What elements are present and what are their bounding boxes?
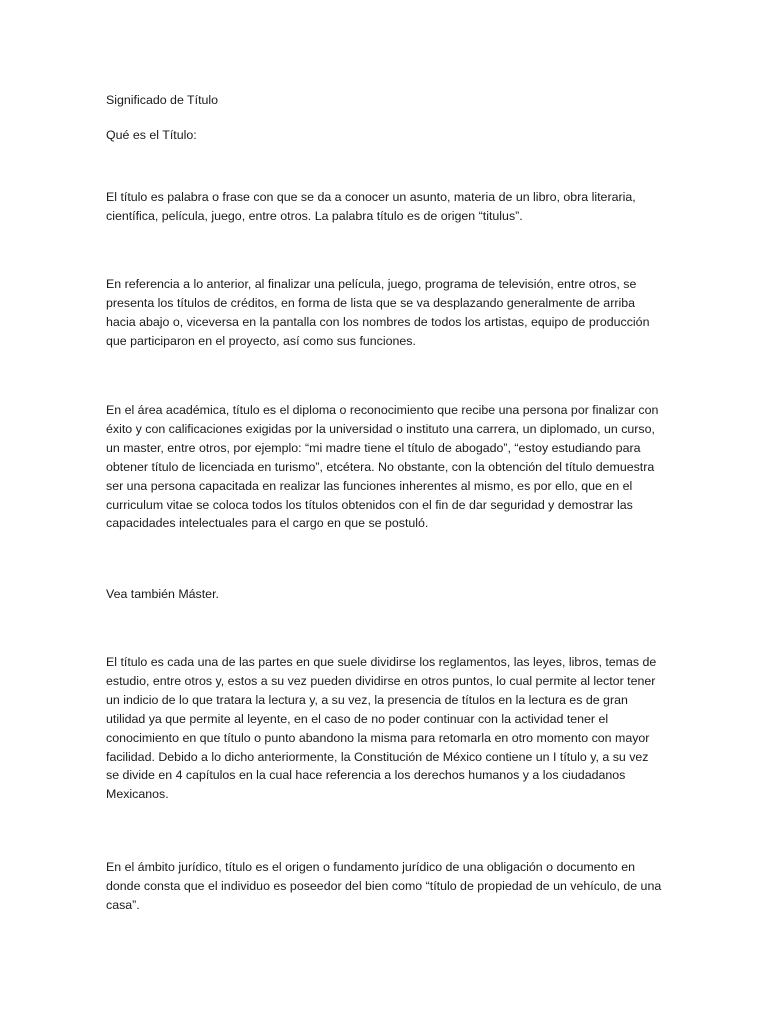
paragraph-see-also: Vea también Máster. — [106, 587, 219, 601]
document-heading: Significado de Título — [106, 93, 219, 107]
paragraph-credits: En referencia a lo anterior, al finalizar una película, juego, programa de televisión, entre otros, se presenta los títulos de créditos, en forma de lista que se va desplazando generalmente de arriba hacia abajo o, viceversa en la pantalla con los nombres de todos los artistas, equipo de producción que participaron en el proyecto, así como sus funciones. — [106, 277, 650, 348]
paragraph-academic: En el área académica, título es el diploma o reconocimiento que recibe una persona por finalizar con éxito y con calificaciones exigidas por la universidad o instituto una carrera, un diplomado, un curso, un master, entre otros, por ejemplo: “mi madre tiene el título de abogado”, “estoy estudiando para obtener título de licenciada en turismo”, etcétera. No obstante, con la obtención del título demuestra ser una persona capacitada en realizar las funciones inherentes al mismo, es por ello, que en el curriculum vitae se coloca todos los títulos obtenidos con el fin de dar seguridad y demostrar las capacidades intelectuales para el cargo en que se postuló. — [106, 403, 659, 531]
paragraph-definition: El título es palabra o frase con que se da a conocer un asunto, materia de un libro, obra literaria, científica, película, juego, entre otros. La palabra título es de origen “titulus”. — [106, 190, 636, 223]
paragraph-sections: El título es cada una de las partes en que suele dividirse los reglamentos, las leyes, libros, temas de estudio, entre otros y, estos a su vez pueden dividirse en otros puntos, lo cual permite al lector tener un indicio de lo que tratara la lectura y, a su vez, la presencia de títulos en la lectura es de gran utilidad ya que permite al leyente, en el caso de no poder continuar con la actividad tener el conocimiento en que título o punto abandono la misma para retomarla en otro momento con mayor facilidad. Debido a lo dicho anteriormente, la Constitución de México contiene un I título y, a su vez se divide en 4 capítulos en la cual hace referencia a los derechos humanos y a los ciudadanos Mexicanos. — [106, 655, 657, 802]
document-question: Qué es el Título: — [106, 128, 197, 142]
paragraph-legal: En el ámbito jurídico, título es el origen o fundamento jurídico de una obligación o documento en donde consta que el individuo es poseedor del bien como “título de propiedad de un vehículo, de una casa”. — [106, 860, 662, 912]
